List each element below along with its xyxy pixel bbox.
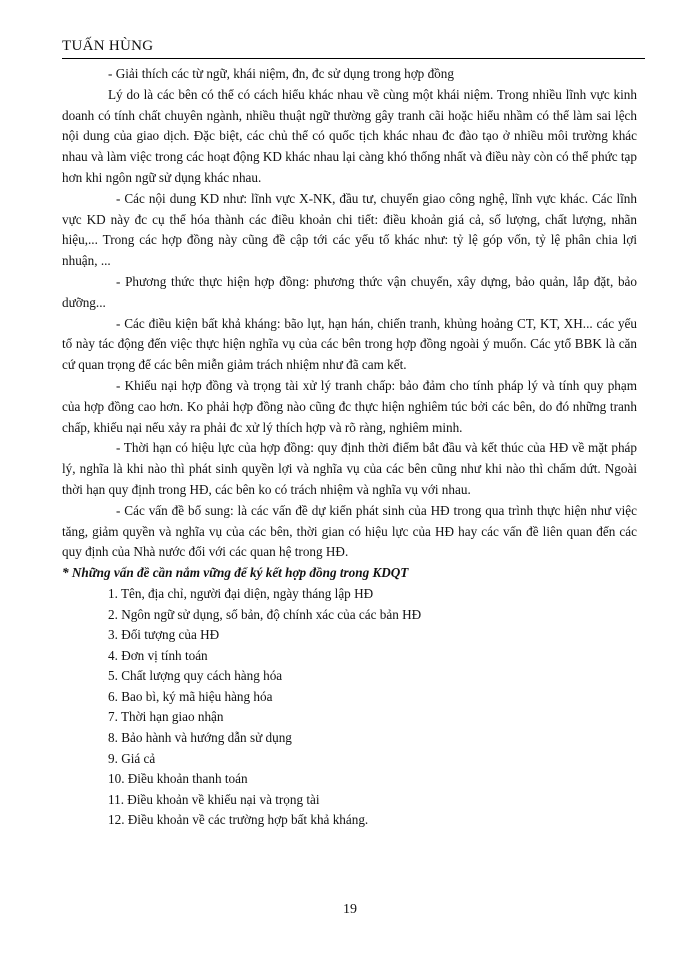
list-item: 11. Điều khoản về khiếu nại và trọng tài — [108, 791, 320, 807]
page-number: 19 — [343, 902, 357, 917]
paragraph-validity-period: - Thời hạn có hiệu lực của hợp đồng: quy định thời điểm bắt đầu và kết thúc của HĐ về mặt pháp lý, nghĩa là khi nào thì phát sinh quyền lợi và nghĩa vụ của các bên cũng như khi nào thì chấm dứt. Ngoài thời hạn quy định trong HĐ, các bên ko có trách nhiệm và nghĩa vụ với nhau. — [62, 440, 637, 497]
list-item: 7. Thời hạn giao nhận — [108, 709, 224, 725]
checklist — [62, 584, 637, 831]
list-item: 9. Giá cả — [108, 750, 156, 766]
list-item: 8. Bảo hành và hướng dẫn sử dụng — [108, 730, 292, 746]
list-item: 4. Đơn vị tính toán — [108, 647, 208, 663]
paragraph-definitions: - Giải thích các từ ngữ, khái niệm, đn, đc sử dụng trong hợp đồng — [108, 66, 454, 81]
list-item: 5. Chất lượng quy cách hàng hóa — [108, 668, 283, 684]
paragraph-supplementary: - Các vấn đề bổ sung: là các vấn đề dự kiến phát sinh của HĐ trong qua trình thực hiện như việc tăng, giảm quyền và nghĩa vụ của các bên, thời gian có hiệu lực của HĐ hay các vấn đề liên quan đến các quy định của Nhà nước đối với các quan hệ trong HĐ. — [62, 502, 637, 560]
list-item: 12. Điều khoản về các trường hợp bất khả kháng. — [108, 812, 369, 828]
list-item: 3. Đối tượng của HĐ — [108, 627, 220, 643]
paragraph-reason: Lý do là các bên có thể có cách hiểu khác nhau về cùng một khái niệm. Trong nhiều lĩnh vực kinh doanh có tính chất chuyên ngành, nhiều thuật ngữ thường gây tranh cãi hoặc hiểu nhầm có thể làm sai lệch nội dung của giao dịch. Đặc biệt, các chủ thể có quốc tịch khác nhau đc đào tạo ở nhiều môi trường khác nhau và làm việc trong các hoạt động KD khác nhau lại càng khó thống nhất và điều này còn có thể phức tạp hơn khi ngôn ngữ sử dụng khác nhau. — [62, 86, 637, 185]
document-body — [62, 64, 637, 831]
section-subheading: * Những vấn đề cần nắm vững để ký kết hợp đồng trong KDQT — [62, 565, 409, 581]
list-item: 1. Tên, địa chỉ, người đại diện, ngày tháng lập HĐ — [108, 585, 374, 601]
header-rule — [62, 58, 645, 59]
paragraph-business-content: - Các nội dung KD như: lĩnh vực X-NK, đầu tư, chuyển giao công nghệ, lĩnh vực khác. Các lĩnh vực KD này đc cụ thể hóa thành các điều khoản chi tiết: điều khoản giá cả, số lượng, chất lượng, nhãn hiệu,... Trong các hợp đồng này cũng đề cập tới các yếu tố khác như: tỷ lệ góp vốn, tỷ lệ phân chia lợi nhuận, ... — [62, 190, 637, 269]
paragraph-force-majeure: - Các điều kiện bất khả kháng: bão lụt, hạn hán, chiến tranh, khủng hoảng CT, KT, XH... các yếu tố này tác động đến việc thực hiện nghĩa vụ của các bên trong hợp đồng ngoài ý muốn. Các ytố BBK là căn cứ quan trọng để các bên miễn giảm trách nhiệm như đã cam kết. — [62, 315, 637, 373]
list-item: 2. Ngôn ngữ sử dụng, số bản, độ chính xác của các bản HĐ — [108, 606, 422, 622]
paragraph-complaints-arbitration: - Khiếu nại hợp đồng và trọng tài xử lý tranh chấp: bảo đảm cho tính pháp lý và tính quy phạm của hợp đồng cao hơn. Ko phải hợp đồng nào cũng đc thực hiện nghiêm túc bởi các bên, do đó những tranh chấp, khiếu nại nếu xảy ra phải đc xử lý thích hợp và rõ ràng, nghiêm minh. — [62, 377, 637, 435]
paragraph-execution-method: - Phương thức thực hiện hợp đồng: phương thức vận chuyển, xây dựng, bảo quản, lắp đặt, bảo dưỡng... — [62, 273, 637, 310]
page-header-title: TUẤN HÙNG — [62, 38, 154, 54]
list-item: 10. Điều khoản thanh toán — [108, 771, 248, 787]
list-item: 6. Bao bì, ký mã hiệu hàng hóa — [108, 688, 273, 704]
